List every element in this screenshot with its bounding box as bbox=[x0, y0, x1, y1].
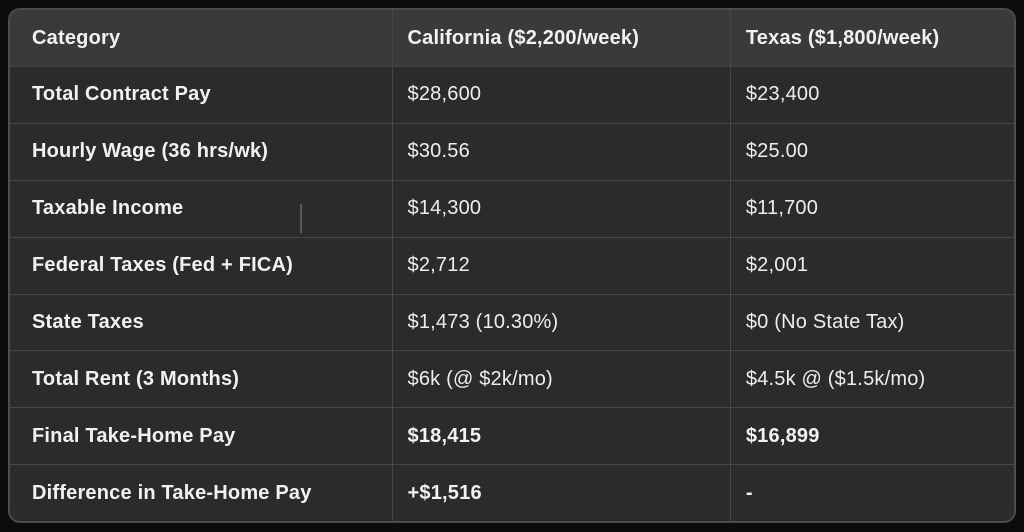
cell-texas-value: $23,400 bbox=[730, 67, 1014, 123]
table-row-final-take-home-pay bbox=[10, 407, 1014, 464]
row-label: Total Rent (3 Months) bbox=[32, 367, 240, 390]
header-cell-california: California ($2,200/week) bbox=[392, 10, 730, 66]
cell-california-value: $28,600 bbox=[392, 67, 730, 123]
table-row-federal-taxes bbox=[10, 237, 1014, 294]
table-row-difference-take-home-pay bbox=[10, 464, 1014, 521]
row-label: Taxable Income bbox=[32, 197, 184, 220]
row-label: Total Contract Pay bbox=[32, 83, 211, 106]
cell-texas-value: - bbox=[730, 465, 1014, 521]
header-cell-texas: Texas ($1,800/week) bbox=[730, 10, 1014, 66]
cell-texas-value: $2,001 bbox=[730, 238, 1014, 294]
row-label: Difference in Take-Home Pay bbox=[32, 481, 312, 504]
table-row-hourly-wage bbox=[10, 123, 1014, 180]
table-row-state-taxes bbox=[10, 294, 1014, 351]
cell-california-value: $6k (@ $2k/mo) bbox=[392, 351, 730, 407]
cell-california-value: $18,415 bbox=[392, 408, 730, 464]
comparison-table bbox=[8, 8, 1016, 523]
table-row-taxable-income bbox=[10, 180, 1014, 237]
row-label: State Taxes bbox=[32, 310, 144, 333]
table-header-row bbox=[10, 10, 1014, 66]
row-label: Federal Taxes (Fed + FICA) bbox=[32, 254, 294, 277]
cell-texas-value: $16,899 bbox=[730, 408, 1014, 464]
row-label: Hourly Wage (36 hrs/wk) bbox=[32, 140, 269, 163]
cell-california-value: +$1,516 bbox=[392, 465, 730, 521]
cell-texas-value: $4.5k @ ($1.5k/mo) bbox=[730, 351, 1014, 407]
header-cell-category: Category bbox=[32, 26, 121, 49]
cell-california-value: $1,473 (10.30%) bbox=[392, 295, 730, 351]
row-label: Final Take-Home Pay bbox=[32, 424, 236, 447]
cell-texas-value: $25.00 bbox=[730, 124, 1014, 180]
text-cursor-artifact bbox=[300, 204, 302, 233]
table-row-total-contract-pay bbox=[10, 66, 1014, 123]
cell-california-value: $30.56 bbox=[392, 124, 730, 180]
table-row-total-rent bbox=[10, 350, 1014, 407]
cell-california-value: $14,300 bbox=[392, 181, 730, 237]
cell-california-value: $2,712 bbox=[392, 238, 730, 294]
cell-texas-value: $0 (No State Tax) bbox=[730, 295, 1014, 351]
cell-texas-value: $11,700 bbox=[730, 181, 1014, 237]
